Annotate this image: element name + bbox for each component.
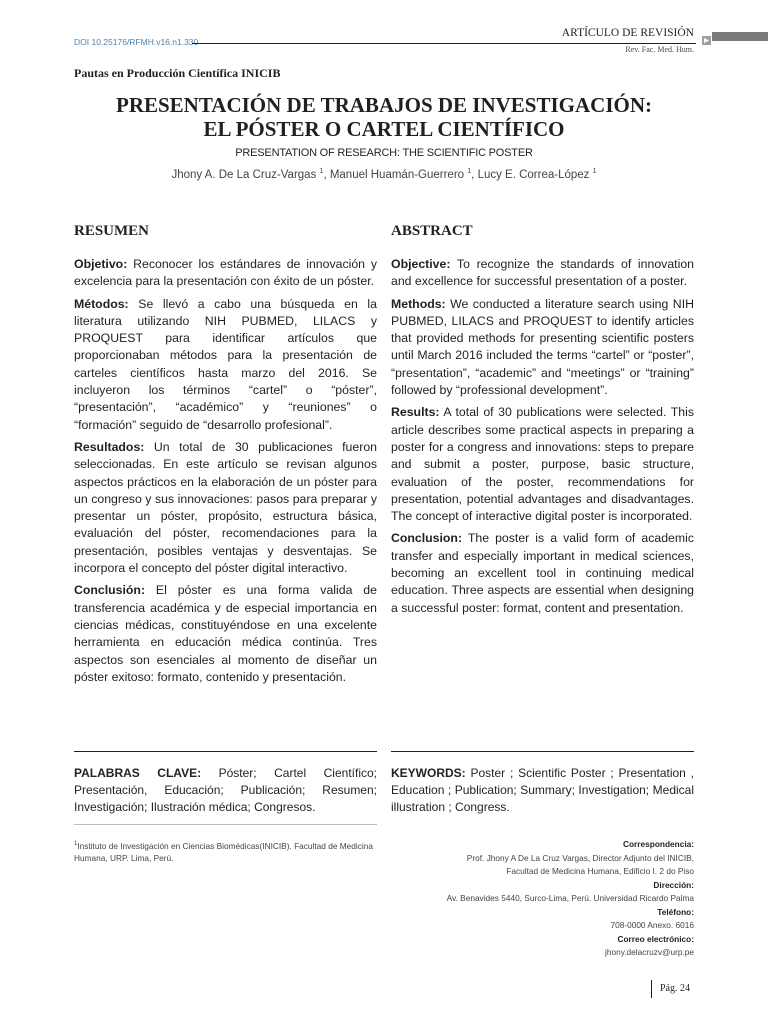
author-list	[74, 168, 694, 181]
phone-label: Teléfono:	[657, 906, 694, 917]
paragraph-text: Se llevó a cabo una búsqueda en la literatura utilizando NIH PUBMED, LILACS y PROQUEST para identificar artículos que proporcionaban métodos para la presentación de carteles científicos hasta marzo del 2016. Se incluyeron los términos “cartel” o “póster”, “presentación”, “académico” y “reuniones” o “formación” seguido de “desarrollo profesional”.	[74, 296, 377, 432]
address-text: Av. Benavides 5440, Surco-Lima, Perú. Universidad Ricardo Palma	[446, 893, 694, 903]
paragraph-label: Objective:	[391, 257, 451, 271]
paragraph-label: Métodos:	[74, 296, 129, 311]
paragraph-label: Conclusión:	[74, 583, 146, 598]
paragraph-label: Results:	[391, 405, 440, 420]
paragraph-label: Methods:	[391, 296, 446, 311]
keywords-text: Póster; Cartel Científico; Presentación, Educación; Publicación; Resumen; Investigación; Ilustración médica; Congresos.	[74, 766, 377, 814]
email-label: Correo electrónico:	[617, 933, 694, 944]
abstract-conclusion	[391, 530, 694, 616]
journal-name: Rev. Fac. Med. Hum.	[625, 45, 694, 54]
keywords-divider-right	[391, 751, 694, 752]
correspondence-block	[334, 838, 694, 960]
page-number-bar	[651, 980, 652, 998]
paragraph-label: Resultados:	[74, 439, 145, 454]
author-name: Jhony A. De La Cruz-Vargas	[171, 168, 317, 181]
resumen-heading: RESUMEN	[74, 223, 150, 239]
paragraph-label: Objetivo:	[74, 257, 128, 271]
doi-text[interactable]: DOI 10.25176/RFMH.v16.n1.330	[74, 37, 199, 47]
paragraph-text: Reconocer los estándares de innovación y excelencia para la presentación con éxito de un póster.	[74, 257, 377, 289]
affiliation-footnote	[74, 838, 374, 864]
section-label: Pautas en Producción Científica INICIB	[74, 66, 281, 80]
author-name: Lucy E. Correa-López	[477, 168, 590, 181]
author-separator: ,	[471, 168, 478, 181]
resumen-conclusion	[74, 582, 377, 686]
keywords-label: PALABRAS CLAVE:	[74, 766, 202, 780]
email-link[interactable]: jhony.delacruzv@urp.pe	[605, 947, 694, 957]
resumen-body	[74, 256, 377, 691]
abstract-methods	[391, 296, 694, 400]
abstract-results	[391, 404, 694, 525]
paragraph-label: Conclusion:	[391, 531, 463, 546]
article-type: ARTÍCULO DE REVISIÓN	[561, 27, 694, 39]
author-affil-mark: 1	[319, 168, 324, 175]
resumen-resultados	[74, 439, 377, 577]
corner-tab	[712, 32, 768, 41]
paragraph-text: A total of 30 publications were selected. This article describes some practical aspects in preparing a poster for a congress and innovations: steps to prepare and submit a poster, purpose, basic structure, evaluation of the poster, recommendations for presentation, potential advantages and disadvantages. The concept of interactive digital poster is incorporated.	[391, 405, 694, 524]
abstract-heading: ABSTRACT	[391, 223, 473, 239]
author-separator: ,	[323, 168, 330, 181]
corner-tab-icon	[702, 32, 711, 41]
paragraph-text: Un total de 30 publicaciones fueron seleccionadas. En este artículo se revisan algunos aspectos prácticos en la elaboración de un póster para un congreso y sus innovaciones: pasos para preparar y presentar un póster, propósito, estructura básica, evaluación del póster, recomendaciones para la presentación, posibles ventajas y desventajas. Se incorpora el concepto del póster digital interactivo.	[74, 439, 377, 576]
affil-mark: 1	[74, 841, 78, 847]
phone-text: 708-0000 Anexo. 6016	[610, 920, 694, 930]
keywords	[391, 765, 694, 816]
title-line-1: PRESENTACIÓN DE TRABAJOS DE INVESTIGACIÓN:	[116, 93, 652, 117]
paragraph-text: We conducted a literature search using NIH PUBMED, LILACS and PROQUEST to identify articles that provided methods for presenting scientific posters until March 2016 included the terms “cartel” or “poster”, “presentation”, “academic” and “meetings” or “training” followed by “professional development”.	[391, 296, 694, 398]
author-affil-mark: 1	[467, 168, 472, 175]
page-number: Pág. 24	[660, 983, 690, 994]
corr-label: Correspondencia:	[623, 839, 694, 849]
keywords-text: Poster ; Scientific Poster ; Presentation , Education ; Publication; Summary; Investigation; Medical illustration ; Congress.	[391, 766, 694, 814]
footnote-divider	[74, 824, 377, 825]
resumen-objetivo	[74, 256, 377, 291]
paragraph-text: To recognize the standards of innovation and excellence for successful presentation of a poster.	[391, 257, 694, 289]
abstract-objective	[391, 256, 694, 291]
english-title: PRESENTATION OF RESEARCH: THE SCIENTIFIC POSTER	[235, 147, 533, 159]
keywords-divider-left	[74, 751, 377, 752]
abstract-body	[391, 256, 694, 622]
resumen-metodos	[74, 296, 377, 434]
paragraph-text: The poster is a valid form of academic transfer and especially important in medical sciences, becoming an excellent tool in continuing medical education. Three aspects are essential when designing a successful poster: format, content and presentation.	[391, 531, 694, 615]
author-affil-mark: 1	[592, 168, 597, 175]
palabras-clave	[74, 765, 377, 816]
header-rule	[192, 43, 696, 44]
page-title	[74, 93, 694, 141]
author-name: Manuel Huamán-Guerrero	[329, 168, 465, 181]
address-label: Dirección:	[653, 879, 694, 890]
paragraph-text: El póster es una forma valida de transferencia académica y de especial importancia en ciencias médicas, constituyéndose en una excelente herramienta en educación médica continúa. Tres aspectos son esenciales al momento de diseñar un póster exitoso: formato, contenido y presentación.	[74, 583, 377, 684]
title-line-2: EL PÓSTER O CARTEL CIENTÍFICO	[203, 117, 565, 141]
corr-line-1: Prof. Jhony A De La Cruz Vargas, Director Adjunto del INICIB,	[466, 852, 694, 863]
keywords-label: KEYWORDS:	[391, 766, 466, 780]
affil-text: Instituto de Investigación en Ciencias Biomédicas(INICIB). Facultad de Medicina Humana, URP. Lima, Perú.	[74, 840, 373, 863]
corr-line-2: Facultad de Medicina Humana, Edificio I. 2 do Piso	[506, 866, 694, 876]
